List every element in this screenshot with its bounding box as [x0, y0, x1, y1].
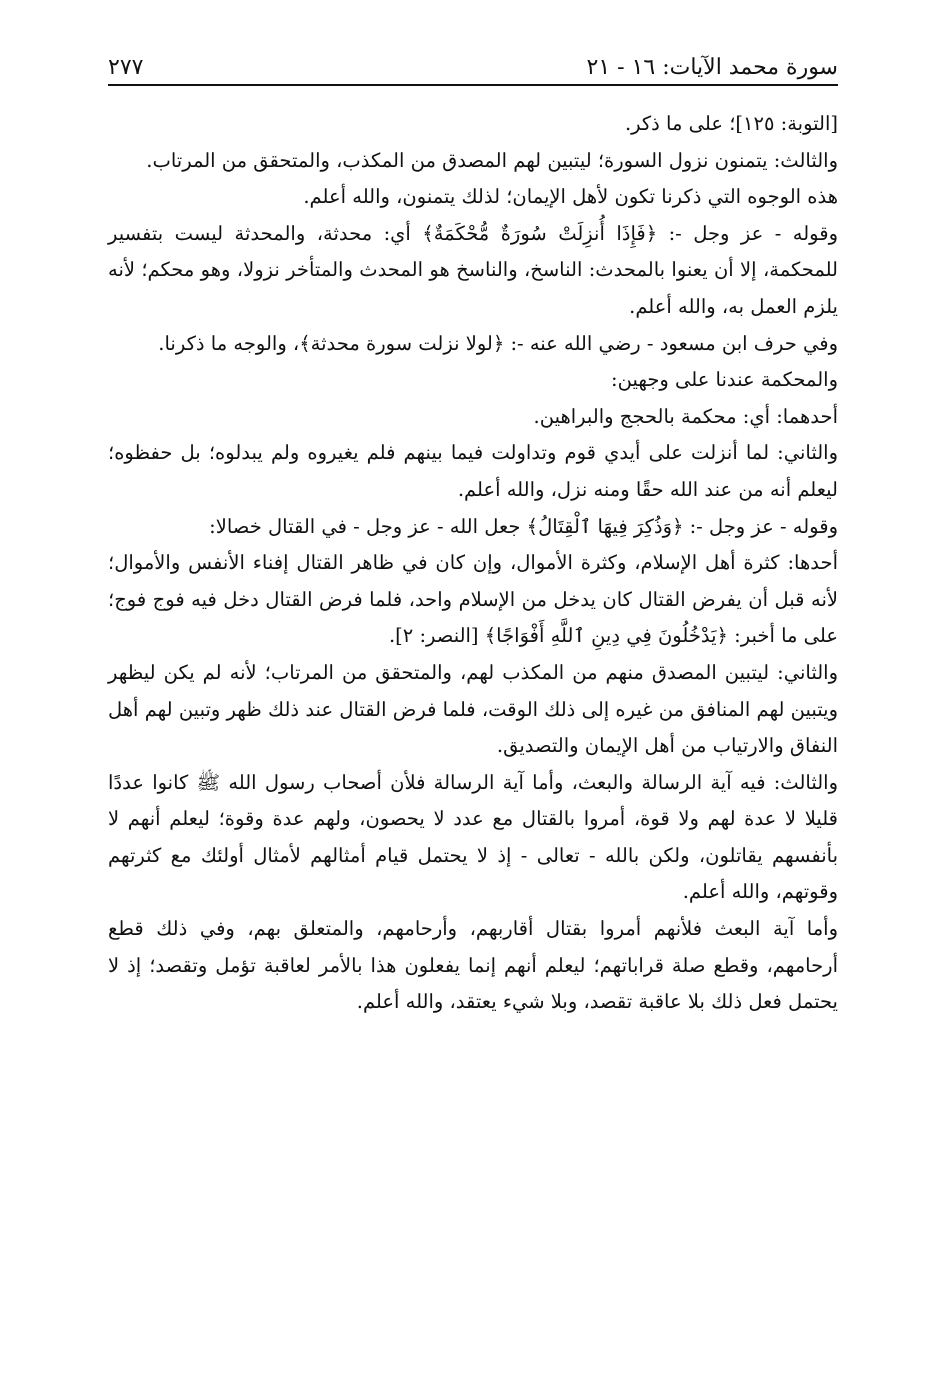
running-title: سورة محمد الآيات: ١٦ - ٢١	[586, 55, 838, 80]
paragraph: والثالث: يتمنون نزول السورة؛ ليتبين لهم المصدق من المكذب، والمتحقق من المرتاب.	[146, 148, 838, 172]
page-header	[108, 40, 838, 80]
paragraph: أحدهما: أي: محكمة بالحجج والبراهين.	[533, 404, 838, 428]
paragraph: والثاني: ليتبين المصدق منهم من المكذب لهم، والمتحقق من المرتاب؛ لأنه لم يكن ليظهر ويتبين لهم المنافق من غيره إلى ذلك الوقت، فلما فرض القتال عند ذلك ظهر وتبين لهم أهل النفاق والارتياب من أهل الإيمان والتصديق.	[108, 660, 838, 758]
paragraph: والثالث: فيه آية الرسالة والبعث، وأما آية الرسالة فلأن أصحاب رسول الله ﷺ كانوا عددًا قليلا لا عدة لهم ولا قوة، أمروا بالقتال مع عدد لا يحصون، ولهم عدة وقوة؛ ليعلم أنهم لا بأنفسهم يقاتلون، ولكن بالله - تعالى - إذ لا يحتمل قيام أمثالهم لأمثال أولئك مع كثرتهم وقوتهم، والله أعلم.	[108, 770, 838, 904]
paragraph: [التوبة: ١٢٥]؛ على ما ذكر.	[624, 112, 838, 135]
paragraph: وفي حرف ابن مسعود - رضي الله عنه -: ﴿لولا نزلت سورة محدثة﴾، والوجه ما ذكرنا.	[158, 331, 838, 355]
paragraph: أحدها: كثرة أهل الإسلام، وكثرة الأموال، وإن كان في ظاهر القتال إفناء الأنفس والأموال؛ لأنه قبل أن يفرض القتال كان يدخل من الإسلام واحد، فلما فرض القتال دخل فيه فوج فوج؛ على ما أخبر: ﴿يَدْخُلُونَ فِي دِينِ ٱللَّهِ أَفْوَاجًا﴾ [النصر: ٢].	[108, 551, 838, 648]
paragraph: وأما آية البعث فلأنهم أمروا بقتال أقاربهم، وأرحامهم، والمتعلق بهم، وفي ذلك قطع أرحامهم، وقطع صلة قراباتهم؛ ليعلم أنهم إنما يفعلون هذا بالأمر لعاقبة تؤمل وتقصد؛ إذ لا يحتمل فعل ذلك بلا عاقبة تقصد، وبلا شيء يعتقد، والله أعلم.	[108, 917, 838, 1014]
header-rule	[108, 84, 838, 86]
paragraph: والثاني: لما أنزلت على أيدي قوم وتداولت فيما بينهم فلم يغيروه ولم يبدلوه؛ بل حفظوه؛ ليعلم أنه من عند الله حقًا ومنه نزل، والله أعلم.	[108, 441, 838, 501]
paragraph: والمحكمة عندنا على وجهين:	[611, 368, 838, 392]
paragraph: وقوله - عز وجل -: ﴿فَإِذَا أُنزِلَتْ سُورَةٌ مُّحْكَمَةٌ﴾ أي: محدثة، والمحدثة ليست بتفسير للمحكمة، إلا أن يعنوا بالمحدث: الناسخ، والناسخ هو المحدث والمتأخر نزولا، وهو محكم؛ لأنه يلزم العمل به، والله أعلم.	[108, 221, 838, 318]
page-number: ٢٧٧	[108, 55, 144, 80]
page-body	[108, 106, 838, 1021]
paragraph: وقوله - عز وجل -: ﴿وَذُكِرَ فِيهَا ٱلْقِتَالُ﴾ جعل الله - عز وجل - في القتال خصالا:	[209, 514, 838, 538]
paragraph: هذه الوجوه التي ذكرنا تكون لأهل الإيمان؛ لذلك يتمنون، والله أعلم.	[303, 185, 838, 209]
